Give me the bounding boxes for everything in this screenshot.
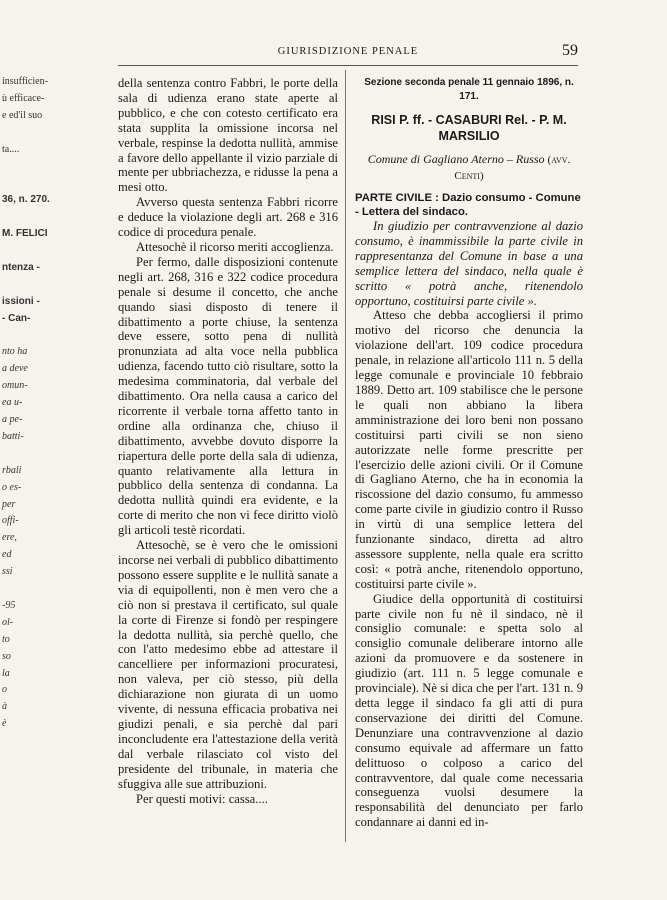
column-divider — [345, 70, 346, 842]
margin-fragment: è — [2, 718, 7, 730]
case-parties — [355, 152, 583, 184]
comune-name: Comune di Gagliano Aterno – Russo — [367, 152, 545, 166]
subject-heading: PARTE CIVILE : Dazio consumo - Comune - Lettera del sindaco. — [355, 192, 581, 218]
margin-fragment: issioni - — [2, 295, 40, 307]
margin-fragment: ntenza - — [2, 261, 40, 273]
margin-fragment: a pe- — [2, 414, 23, 425]
margin-fragment: la — [2, 667, 10, 679]
running-title: GIURISDIZIONE PENALE — [277, 46, 419, 57]
margin-fragment: o es- — [2, 481, 22, 493]
margin-fragment: M. FELICI — [2, 228, 48, 240]
paragraph: Attesochè, se è vero che le omissioni incorse nei verbali di pubblico dibattimento possono essere supplite e le nullità sanate a via di equipollenti, non è men vero che a ciò non si prestava il certificato, sul quale la corte di Firenze si fondò per respingere la dedotta nullità, sia perchè quello, che con l'atto medesimo ebbe ad attestare il cancelliere per informazioni procuratesi, non valeva, per ciò stesso, più della dichiarazione non giurata di un uomo vivente, di nessuna efficacia probativa nei giudizi penali, e sia perchè dal pari inconcludente era l'attestazione della verità dal verbale rilasciato col visto del presidente del tribunale, in materia che sfuggiva alle sue attribuzioni. — [118, 538, 338, 791]
margin-fragment: 36, n. 270. — [2, 194, 50, 206]
margin-fragment: batti- — [2, 430, 24, 442]
margin-fragment: offi- — [2, 515, 19, 527]
paragraph: della sentenza contro Fabbri, le porte della sala di udienza erano state aperte al pubblico, e che con cotesto certificato era stata supplita la omissione incorsa nel verbale, respinse la dedotta nullità, ammise a favore dello appellante il vizio parziale di mente per ubbriachezza, e ridusse la pena a mesi otto. — [118, 76, 338, 195]
margin-fragment: ea u- — [2, 397, 23, 409]
paragraph: Atteso che debba accogliersi il primo motivo del ricorso che denuncia la violazione dell'art. 109 codice procedura penale, in relazione all'articolo 111 n. 5 della legge comunale e provinciale 10 febbraio 1889. Detto art. 109 stabilisce che le persone le quali non abbiano la libera amministrazione dei loro beni non possano costituirsi parti civili se non sieno autorizzate nelle forme prescritte per l'esercizio delle azioni civili. Or il Comune di Gagliano Aterno, che ha in economia la riscossione del dazio consumo, fu ammesso come parte civile in giudizio contro il Russo in virtù di una semplice lettera del funzionante sindaco, diretta ad altro assessore supplente, nella quale era scritto così: « potrà anche, ritenendolo opportuno, costituirsi parte civile ». — [355, 308, 583, 591]
running-header — [118, 44, 578, 60]
margin-fragment: omun- — [2, 380, 28, 392]
paragraph: Avverso questa sentenza Fabbri ricorre e deduce la violazione degli art. 268 e 316 codice di procedura penale. — [118, 195, 338, 240]
court-parties: RISI P. ff. - CASABURI Rel. - P. M. MARSILIO — [371, 113, 567, 143]
headnote: In giudizio per contravvenzione al dazio consumo, è inammissibile la parte civile in rappresentanza del Comune in base a una semplice lettera del sindaco, nella quale è scritto « potrà anche, ritenendolo opportuno, costituirsi parte civile ». — [355, 219, 583, 308]
previous-page-margin — [0, 76, 50, 776]
margin-fragment: per — [2, 498, 16, 510]
margin-fragment: - Can- — [2, 312, 31, 324]
margin-fragment: e ed'il suo — [2, 109, 43, 121]
margin-fragment: nto ha — [2, 346, 28, 358]
margin-fragment: à — [2, 701, 7, 713]
margin-fragment: so — [2, 650, 11, 662]
header-rule — [118, 65, 578, 66]
left-column — [118, 76, 338, 806]
margin-fragment: ed — [2, 549, 12, 561]
paragraph: Giudice della opportunità di costituirsi parte civile non fu nè il sindaco, nè il consiglio comunale: e spetta solo al consiglio comunale deliberare intorno alle azioni da promuovere e da sostenere in giudizio (art. 111 n. 5 legge comunale e provinciale). Nè si dica che per l'art. 131 n. 9 detta legge il sindaco fa gli atti di pura conservazione dei diritti del Comune. Denunziare una contravvenzione al dazio consumo equivale ad affermare un fatto delittuoso o colposo a carico del contravventore, dal quale come necessaria conseguenza vuolsi desumere la responsabilità del denunciato per farlo condannare ai danni ed in- — [355, 591, 583, 830]
margin-fragment: ssi — [2, 566, 13, 578]
margin-fragment: ta.... — [2, 143, 20, 155]
right-column — [355, 76, 583, 830]
margin-fragment: ol- — [2, 616, 14, 628]
paragraph: Per fermo, dalle disposizioni contenute negli art. 268, 316 e 322 codice procedura penale si desume il concetto, che anche quando siasi disposto di tenere il dibattimento a porte chiuse, la sentenza deve essere, sotto pena di nullità pronunziata ad alta voce nella pubblica udienza, facendo tutto ciò risultare, sotto la medesima comminatoria, dal verbale del dibattimento. Ora nella causa a carico del ricorrente il verbale torna affetto tanto in ordine alla ordinanza che, chiuso il dibattimento, avvebbe dovuto disporre la riapertura delle porte della sala di udienza, quanto relativamente alla lettura in pubblico della sentenza di condanna. La dedotta nullità quindi era evidente, e la corte di merito che non vi fece diritto violò gli articoli testè ricordati. — [118, 254, 338, 538]
section-heading: Sezione seconda penale 11 gennaio 1896, n. 171. — [364, 77, 574, 102]
margin-fragment: ù efficace- — [2, 92, 45, 104]
margin-fragment: -95 — [2, 599, 16, 611]
margin-fragment: a deve — [2, 363, 28, 375]
margin-fragment: rbali — [2, 464, 22, 476]
margin-fragment: o — [2, 684, 7, 696]
margin-fragment: insufficien- — [2, 76, 48, 87]
paragraph: Per questi motivi: cassa.... — [136, 791, 268, 806]
margin-fragment: ere, — [2, 532, 17, 544]
paragraph: Attesochè il ricorso meriti accoglienza. — [136, 239, 334, 254]
counsel: (avv. Centi) — [454, 154, 571, 182]
margin-fragment: to — [2, 633, 10, 645]
page-number: 59 — [562, 42, 578, 59]
